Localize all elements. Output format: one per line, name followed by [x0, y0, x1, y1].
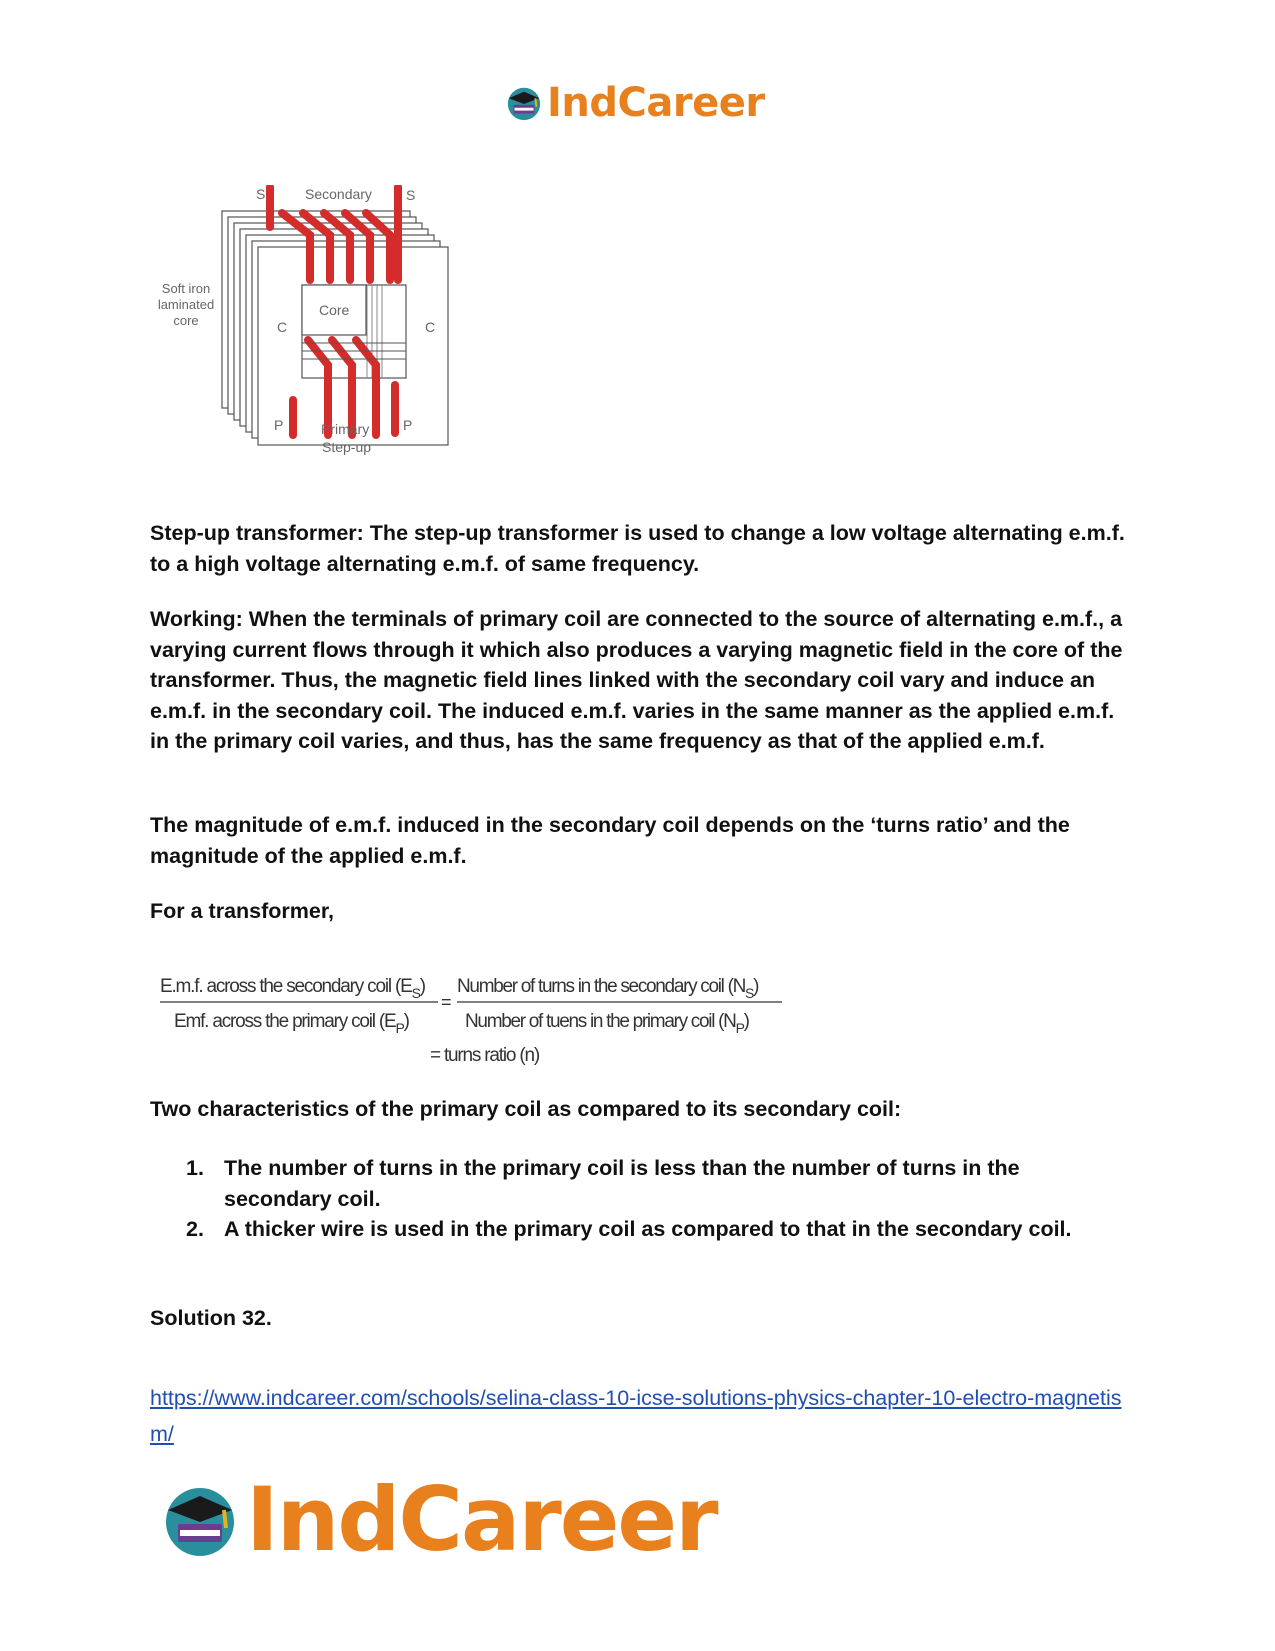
formula-equals: =	[441, 992, 452, 1012]
list-item	[150, 1153, 1110, 1214]
list-item-text: A thicker wire is used in the primary coil as compared to that in the secondary coil.	[224, 1217, 1072, 1241]
turns-ratio-formula	[160, 960, 820, 1070]
formula-result: = turns ratio (n)	[430, 1045, 539, 1066]
label-secondary: Secondary	[305, 186, 372, 202]
label-c-left: C	[277, 319, 288, 335]
label-p-right: P	[403, 417, 413, 433]
list-item-number: 1.	[186, 1156, 204, 1180]
formula-denominator-right: Number of tuens in the primary coil $(N_P)$	[465, 1011, 749, 1036]
header-logo	[505, 80, 765, 126]
characteristics-heading: Two characteristics of the primary coil as compared to its secondary coil:	[150, 1097, 902, 1121]
brand-wordmark: IndCareer	[547, 80, 765, 126]
solution-heading: Solution 32.	[150, 1306, 272, 1330]
label-soft-iron-2: laminated	[157, 297, 215, 312]
graduation-cap-icon	[160, 1480, 240, 1560]
paragraph-stepup: Step-up transformer: The step-up transformer is used to change a low voltage alternating e.m.f. to a high voltage alternating e.m.f. of same frequency.	[150, 521, 1125, 576]
formula-numerator-right: Number of turns in the secondary coil $(N_S)$	[457, 976, 759, 1001]
list-item-number: 2.	[186, 1217, 204, 1241]
formula-denominator-left: Emf. across the primary coil $(E_P)$	[174, 1011, 409, 1036]
footer-logo	[160, 1468, 717, 1571]
transformer-diagram	[150, 185, 480, 485]
label-primary: Primary	[321, 421, 370, 437]
graduation-cap-icon	[505, 84, 543, 122]
formula-numerator-left: E.m.f. across the secondary coil $(E_S)$	[160, 976, 425, 1001]
label-stepup: Step-up	[322, 439, 372, 455]
list-item-text: The number of turns in the primary coil is less than the number of turns in the secondary coil.	[224, 1156, 1020, 1211]
paragraph-working: Working: When the terminals of primary coil are connected to the source of alternating e.m.f., a varying current flows through it which also produces a varying magnetic field in the core of the transformer. Thus, the magnetic field lines linked with the secondary coil vary and induce an e.m.f. in the secondary coil. The induced e.m.f. varies in the same manner as the applied e.m.f. in the primary coil varies, and thus, has the same frequency as that of the applied e.m.f.	[150, 607, 1123, 753]
label-c-right: C	[425, 319, 436, 335]
list-item	[150, 1214, 1110, 1245]
label-core: Core	[319, 302, 350, 318]
label-p-left: P	[274, 417, 284, 433]
label-s-right: S	[406, 187, 416, 203]
brand-wordmark: IndCareer	[246, 1468, 717, 1571]
label-soft-iron-1: Soft iron	[161, 281, 211, 296]
source-link[interactable]: https://www.indcareer.com/schools/selina-class-10-icse-solutions-physics-chapter-10-electro-magnetism/	[150, 1386, 1122, 1446]
paragraph-for-transformer: For a transformer,	[150, 899, 334, 923]
paragraph-magnitude: The magnitude of e.m.f. induced in the secondary coil depends on the ‘turns ratio’ and the magnitude of the applied e.m.f.	[150, 813, 1070, 868]
characteristics-list	[150, 1153, 1110, 1245]
label-s-left: S	[256, 186, 266, 202]
label-soft-iron-3: core	[173, 313, 199, 328]
